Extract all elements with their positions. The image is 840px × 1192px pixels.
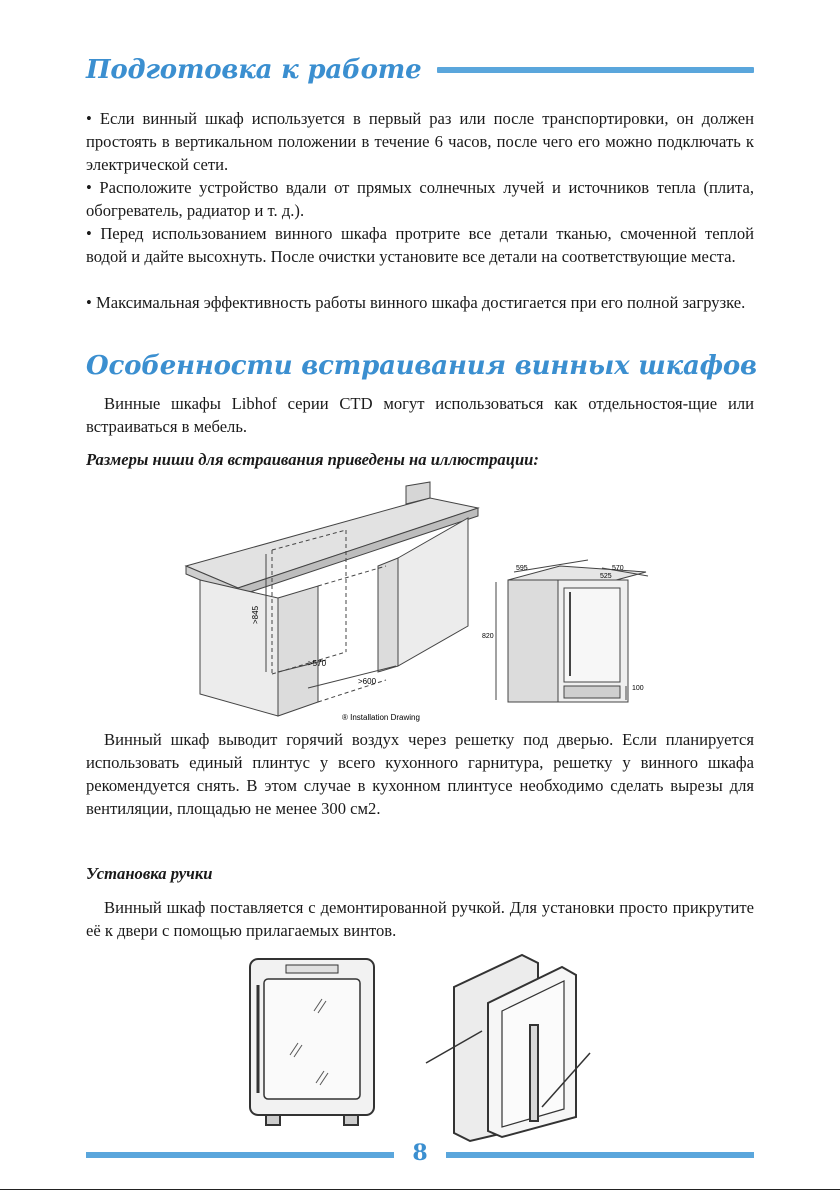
installation-drawing bbox=[178, 476, 658, 724]
niche-depth-label: >570 bbox=[308, 659, 327, 668]
heading-rule bbox=[437, 67, 754, 73]
bullet-placement: • Расположите устройство вдали от прямых солнечных лучей и источников тепла (плита, обогреватель, радиатор и т. д.). bbox=[86, 178, 754, 220]
niche-dimensions-subheading: Размеры ниши для встраивания приведены на иллюстрации: bbox=[86, 450, 539, 469]
right-cabinet-edge bbox=[378, 558, 398, 672]
drawing-caption: ® Installation Drawing bbox=[342, 713, 420, 722]
bullet-cleaning: • Перед использованием винного шкафа протрите все детали тканью, смоченной теплой водой и дайте высохнуть. После очистки установите все детали на соответствующие места. bbox=[86, 224, 754, 266]
section-title: Особенности встраивания винных шкафов bbox=[86, 351, 757, 381]
handle-install-text: Винный шкаф поставляется с демонтированной ручкой. Для установки просто прикрутите её к двери с помощью прилагаемых винтов. bbox=[86, 898, 754, 940]
niche-width-label: >600 bbox=[358, 677, 377, 686]
footer-rule-right bbox=[446, 1152, 754, 1158]
built-in-intro: Винные шкафы Libhof серии CTD могут использоваться как отдельностоя-щие или встраиваться в мебель. bbox=[86, 394, 754, 436]
dim-line-width bbox=[308, 666, 396, 688]
page-number: 8 bbox=[412, 1140, 428, 1166]
niche-height-label: >845 bbox=[251, 605, 260, 624]
plinth-label: 100 bbox=[632, 685, 644, 692]
unit-depth-label: 525 bbox=[600, 573, 612, 580]
bullet-first-use: • Если винный шкаф используется в первый раз или после транспортировки, он должен простоять в вертикальном положении в течение 6 часов, после чего его можно подключать к электрической сети. bbox=[86, 109, 754, 174]
page-bottom-border bbox=[0, 1189, 840, 1190]
section-heading-preparation bbox=[86, 55, 754, 85]
bullet-efficiency: • Максимальная эффективность работы винного шкафа достигается при его полной загрузке. bbox=[86, 293, 746, 312]
section-title: Подготовка к работе bbox=[86, 55, 422, 85]
unit-width-label: 595 bbox=[516, 565, 528, 572]
section-heading-built-in bbox=[86, 351, 757, 381]
door-handle-illustration bbox=[422, 947, 592, 1143]
cooler-front-illustration bbox=[246, 955, 378, 1127]
unit-height-label: 820 bbox=[482, 633, 494, 640]
handle-install-subheading: Установка ручки bbox=[86, 864, 213, 883]
unit-depth-top-label: 570 bbox=[612, 565, 624, 572]
right-cabinet-front bbox=[398, 518, 468, 666]
ventilation-paragraph: Винный шкаф выводит горячий воздух через решетку под дверью. Если планируется использовать единый плинтус у всего кухонного гарнитура, решетку у винного шкафа рекомендуется снять. В этом случае в кухонном плинтусе необходимо сделать вырезы для вентиляции, площадью не менее 300 см2. bbox=[86, 730, 754, 818]
wine-cooler-unit bbox=[496, 560, 648, 702]
left-cabinet-side bbox=[278, 586, 318, 716]
footer-rule-left bbox=[86, 1152, 394, 1158]
